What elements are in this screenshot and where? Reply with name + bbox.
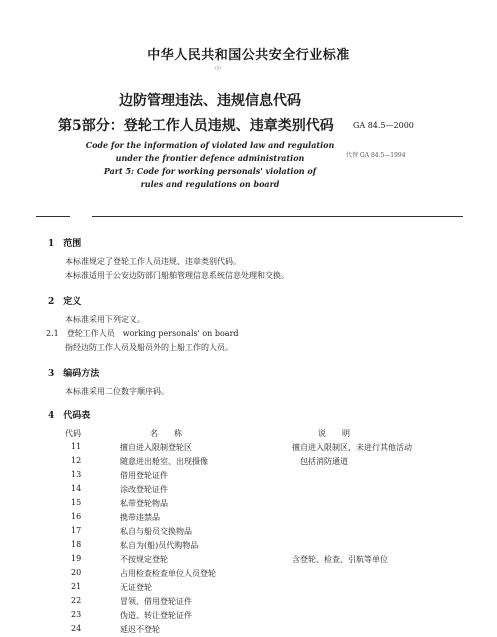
table-row-code: 16 xyxy=(71,512,82,521)
table-row-code: 20 xyxy=(71,568,82,577)
table-row-name: 携带违禁品 xyxy=(120,513,160,522)
table-row-name: 随意进出舱室、出现摄像 xyxy=(120,457,208,466)
table-row-name: 无证登轮 xyxy=(120,583,152,592)
english-title-line: Code for the information of violated law and regulation xyxy=(85,140,335,150)
table-row-code: 18 xyxy=(71,540,82,549)
section-1-heading: 1 范围 xyxy=(48,239,82,249)
table-row-name: 伪造、转让登轮证件 xyxy=(120,611,192,620)
document-title-line2: 第5部分：登轮工作人员违规、违章类别代码 xyxy=(58,118,334,134)
standard-title: 中华人民共和国公共安全行业标准 xyxy=(147,48,350,63)
table-row-code: 17 xyxy=(71,526,82,535)
table-row-name: 延迟不登轮 xyxy=(120,625,160,634)
table-row-name: 冒领、借用登轮证件 xyxy=(120,597,192,606)
table-row-code: 21 xyxy=(71,582,82,591)
section-2-intro: 本标准采用下列定义。 xyxy=(65,315,145,324)
definition-term: 2.1 登轮工作人员 working personals' on board xyxy=(46,329,239,338)
divider-long xyxy=(92,216,463,217)
section-1-text: 本标准适用于公安边防部门船舶管理信息系统信息处理和交换。 xyxy=(65,271,289,280)
column-header-code: 代码 xyxy=(65,429,81,438)
table-row-name: 擅自进入限制登轮区 xyxy=(120,443,192,452)
section-3-heading: 3 编码方法 xyxy=(48,369,100,379)
table-row-note: 擅自进入限制区，未进行其他活动 xyxy=(292,443,412,452)
english-title-line: under the frontier defence administration xyxy=(115,153,305,163)
table-row-code: 12 xyxy=(71,456,82,465)
english-title-line: rules and regulations on board xyxy=(140,179,280,189)
header-mark: 中 xyxy=(215,66,222,73)
table-row-name: 私带登轮物品 xyxy=(120,499,168,508)
table-row-name: 私自与船员交换物品 xyxy=(120,527,192,536)
table-row-code: 15 xyxy=(71,498,82,507)
table-row-code: 13 xyxy=(71,470,82,479)
table-row-code: 11 xyxy=(71,442,82,451)
table-row-code: 24 xyxy=(71,624,82,633)
table-row-note: 含登轮、检查、引航等单位 xyxy=(292,555,388,564)
section-2-heading: 2 定义 xyxy=(48,297,82,307)
section-3-text: 本标准采用二位数字顺序码。 xyxy=(65,387,169,396)
column-header-name: 名 称 xyxy=(150,429,182,438)
document-title-line1: 边防管理违法、违规信息代码 xyxy=(119,93,301,109)
table-row-name: 占用检查检查单位人员登轮 xyxy=(120,569,216,578)
table-row-code: 19 xyxy=(71,554,82,563)
table-row-name: 不按规定登轮 xyxy=(120,555,168,564)
section-1-text: 本标准规定了登轮工作人员违规、违章类别代码。 xyxy=(65,257,241,266)
table-row-name: 涂改登轮证件 xyxy=(120,485,168,494)
divider-short xyxy=(36,216,70,217)
table-row-code: 23 xyxy=(71,610,82,619)
table-row-code: 22 xyxy=(71,596,82,605)
english-title-line: Part 5: Code for working personals' violation of xyxy=(103,166,317,176)
section-4-heading: 4 代码表 xyxy=(48,411,91,421)
table-row-code: 14 xyxy=(71,484,82,493)
standard-code: GA 84.5—2000 xyxy=(353,121,414,130)
table-row-note: 包括消防通道 xyxy=(300,457,348,466)
replaces-standard: 代替 GA 84.5—1994 xyxy=(346,152,406,159)
definition-text: 指经边防工作人员及船员外的上船工作的人员。 xyxy=(65,343,233,352)
table-row-name: 借用登轮证件 xyxy=(120,471,168,480)
table-row-name: 私自为(船)员代购物品 xyxy=(120,541,199,550)
column-header-note: 说 明 xyxy=(318,429,350,438)
